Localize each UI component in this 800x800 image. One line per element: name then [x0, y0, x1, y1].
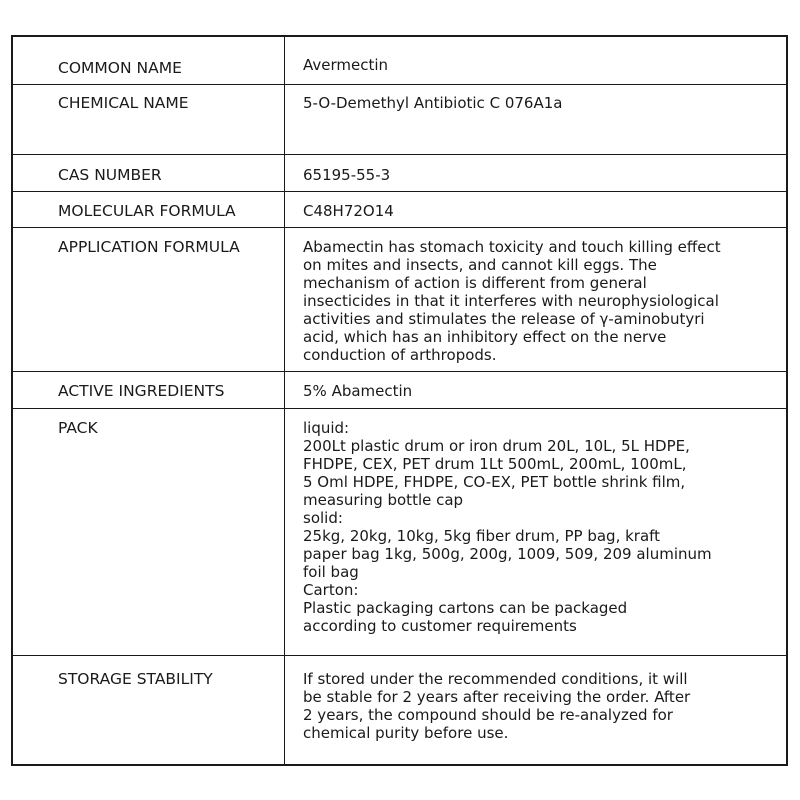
- value-line: foil bag: [303, 563, 359, 581]
- table-row-cas-number: [13, 155, 786, 192]
- table-row-common-name: [13, 37, 786, 85]
- value-line: be stable for 2 years after receiving the order. After: [303, 688, 691, 706]
- row-value: [303, 670, 778, 742]
- row-value: 5-O-Demethyl Antibiotic C 076A1a: [303, 94, 563, 112]
- row-value: 5% Abamectin: [303, 382, 413, 400]
- row-value: [303, 238, 778, 364]
- row-label: ACTIVE INGREDIENTS: [58, 382, 225, 400]
- row-label: STORAGE STABILITY: [58, 670, 213, 688]
- value-line: liquid:: [303, 419, 350, 437]
- value-line: Plastic packaging cartons can be packaged: [303, 599, 628, 617]
- value-line: according to customer requirements: [303, 617, 577, 635]
- row-label: COMMON NAME: [58, 59, 182, 77]
- value-line: measuring bottle cap: [303, 491, 464, 509]
- row-value: C48H72O14: [303, 202, 394, 220]
- row-value: 65195-55-3: [303, 166, 391, 184]
- value-line: FHDPE, CEX, PET drum 1Lt 500mL, 200mL, 100mL,: [303, 455, 687, 473]
- product-spec-table: [11, 35, 788, 766]
- value-line: solid:: [303, 509, 343, 527]
- value-line: mechanism of action is different from general: [303, 274, 647, 292]
- row-label: CHEMICAL NAME: [58, 94, 189, 112]
- value-line: 2 years, the compound should be re-analyzed for: [303, 706, 673, 724]
- row-value: Avermectin: [303, 56, 389, 74]
- row-label: CAS NUMBER: [58, 166, 162, 184]
- value-line: paper bag 1kg, 500g, 200g, 1009, 509, 209 aluminum: [303, 545, 712, 563]
- value-line: 25kg, 20kg, 10kg, 5kg fiber drum, PP bag, kraft: [303, 527, 661, 545]
- table-row-pack: [13, 409, 786, 656]
- value-line: 5 Oml HDPE, FHDPE, CO-EX, PET bottle shrink film,: [303, 473, 686, 491]
- value-line: conduction of arthropods.: [303, 346, 497, 364]
- value-line: chemical purity before use.: [303, 724, 509, 742]
- value-line: Carton:: [303, 581, 359, 599]
- table-row-active-ingredients: [13, 372, 786, 409]
- row-label: PACK: [58, 419, 98, 437]
- row-value: [303, 419, 778, 635]
- value-line: activities and stimulates the release of γ-aminobutyri: [303, 310, 705, 328]
- table-row-application-formula: [13, 228, 786, 372]
- value-line: 200Lt plastic drum or iron drum 20L, 10L, 5L HDPE,: [303, 437, 690, 455]
- value-line: acid, which has an inhibitory effect on the nerve: [303, 328, 667, 346]
- table-row-molecular-formula: [13, 192, 786, 228]
- table-row-storage-stability: [13, 656, 786, 766]
- table-row-chemical-name: [13, 85, 786, 155]
- value-line: Abamectin has stomach toxicity and touch killing effect: [303, 238, 721, 256]
- value-line: on mites and insects, and cannot kill eggs. The: [303, 256, 657, 274]
- value-line: insecticides in that it interferes with neurophysiological: [303, 292, 719, 310]
- row-label: MOLECULAR FORMULA: [58, 202, 236, 220]
- value-line: If stored under the recommended conditions, it will: [303, 670, 688, 688]
- row-label: APPLICATION FORMULA: [58, 238, 240, 256]
